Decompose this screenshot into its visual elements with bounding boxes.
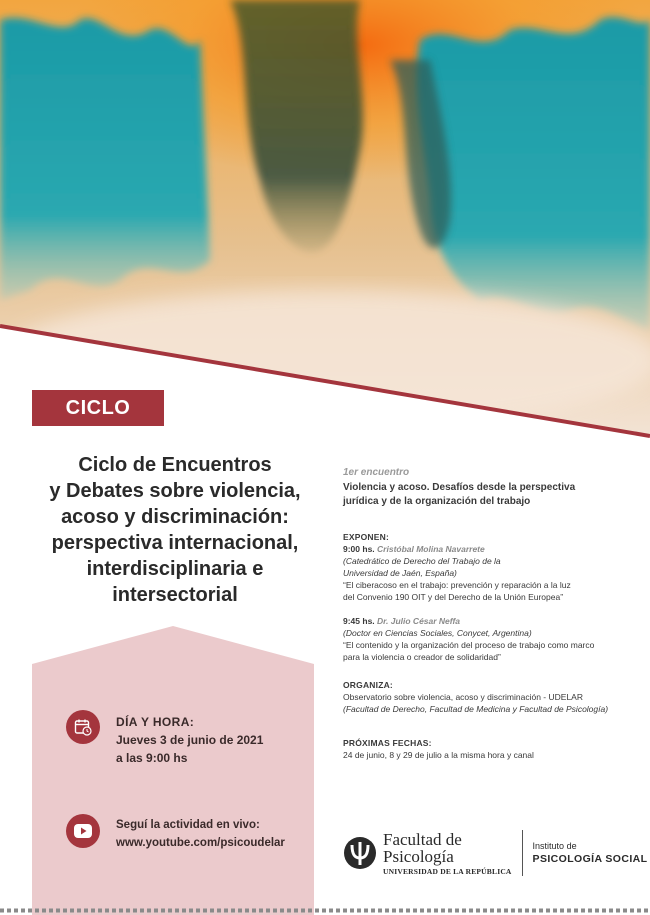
encounter-number: 1er encuentro xyxy=(343,467,410,478)
speakers-section xyxy=(343,531,643,663)
title-line: intersectorial xyxy=(112,584,238,606)
stream-block xyxy=(66,814,285,852)
title-line: Ciclo de Encuentros xyxy=(78,454,272,476)
speaker-time: 9:45 hs. xyxy=(343,616,375,626)
speakers-heading: EXPONEN: xyxy=(343,532,389,542)
speaker-talk: “El contenido y la organización del proceso de trabajo como marco xyxy=(343,640,595,650)
speaker-time: 9:00 hs. xyxy=(343,544,375,554)
institute-logo xyxy=(533,841,648,865)
bottom-dash-border xyxy=(0,908,650,913)
faculty-logo xyxy=(343,830,647,876)
logo-university: UNIVERSIDAD DE LA REPÚBLICA xyxy=(383,866,512,876)
speaker-affiliation: Universidad de Jaén, España) xyxy=(343,568,457,578)
organiza-line: Observatorio sobre violencia, acoso y discriminación - UDELAR xyxy=(343,692,583,702)
encounter-title-line: Violencia y acoso. Desafíos desde la perspectiva xyxy=(343,482,576,493)
next-dates-heading: PRÓXIMAS FECHAS: xyxy=(343,738,432,748)
logo-line: Facultad de xyxy=(383,829,462,849)
info-box xyxy=(32,626,314,915)
title-line: perspectiva internacional, xyxy=(51,532,299,554)
stream-label: Seguí la actividad en vivo: xyxy=(116,819,260,831)
calendar-clock-icon xyxy=(66,710,100,744)
institute-name: PSICOLOGÍA SOCIAL xyxy=(532,853,648,865)
logo-line: Psicología xyxy=(383,846,454,866)
psi-logo-icon xyxy=(343,836,377,870)
speaker-talk: “El ciberacoso en el trabajo: prevención y reparación a la luz xyxy=(343,580,571,590)
hero-artwork xyxy=(0,0,650,440)
title-line: interdisciplinaria e xyxy=(86,558,264,580)
next-dates-section xyxy=(343,737,643,761)
youtube-icon[interactable] xyxy=(66,814,100,848)
event-title xyxy=(30,452,320,608)
title-line: acoso y discriminación: xyxy=(61,506,289,528)
speaker-talk: del Convenio 190 OIT y del Derecho de la Unión Europea” xyxy=(343,592,564,602)
speaker-affiliation: (Doctor en Ciencias Sociales, Conycet, Argentina) xyxy=(343,628,532,638)
speaker-item xyxy=(343,615,643,663)
speaker-item xyxy=(343,543,643,603)
organiza-section xyxy=(343,679,643,715)
schedule-label: DÍA Y HORA: xyxy=(116,715,195,729)
organiza-heading: ORGANIZA: xyxy=(343,680,393,690)
institute-line: Instituto de xyxy=(532,841,577,851)
speaker-name: Dr. Julio César Neffa xyxy=(377,616,461,626)
ciclo-badge: CICLO xyxy=(32,390,164,426)
speaker-name: Cristóbal Molina Navarrete xyxy=(377,544,485,554)
schedule-time: a las 9:00 hs xyxy=(116,751,188,765)
schedule-block xyxy=(66,710,263,767)
speaker-talk: para la violencia o creador de solidaridad” xyxy=(343,652,501,662)
encounter-title-line: jurídica y de la organización del trabajo xyxy=(343,496,531,507)
next-dates-text: 24 de junio, 8 y 29 de julio a la misma hora y canal xyxy=(343,750,534,760)
stream-url[interactable]: www.youtube.com/psicoudelar xyxy=(116,837,285,849)
speaker-affiliation: (Catedrático de Derecho del Trabajo de la xyxy=(343,556,501,566)
organiza-line: (Facultad de Derecho, Facultad de Medicina y Facultad de Psicología) xyxy=(343,704,609,714)
logo-divider xyxy=(522,830,523,876)
program-column xyxy=(343,466,643,761)
title-line: y Debates sobre violencia, xyxy=(49,480,301,502)
schedule-date: Jueves 3 de junio de 2021 xyxy=(116,733,264,747)
encounter-title xyxy=(343,481,643,509)
